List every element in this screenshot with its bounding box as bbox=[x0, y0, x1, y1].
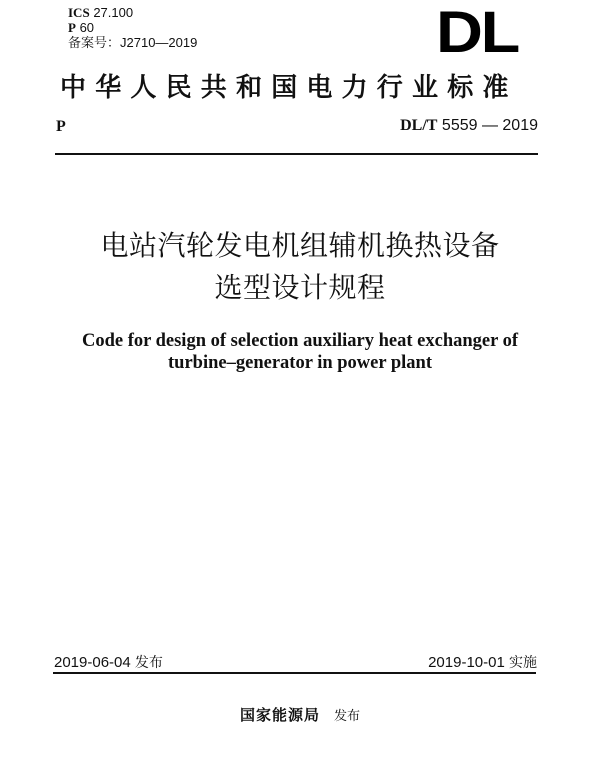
classification-code: P bbox=[56, 118, 66, 135]
ics-code bbox=[68, 6, 133, 20]
publisher-action: 发布 bbox=[334, 709, 361, 724]
filing-value: J2710—2019 bbox=[120, 35, 198, 50]
top-divider bbox=[55, 153, 538, 155]
standard-organization: 中华人民共和国电力行业标准 bbox=[60, 73, 518, 103]
ccs-code bbox=[68, 21, 94, 35]
filing-number bbox=[68, 36, 197, 50]
standard-number bbox=[400, 117, 538, 135]
dl-logo: DL bbox=[436, 0, 519, 65]
filing-label: 备案号： bbox=[68, 35, 121, 50]
title-chinese-line-1: 电站汽轮发电机组辅机换热设备 bbox=[100, 229, 500, 262]
ccs-label: P bbox=[68, 20, 76, 35]
title-english-line-1: Code for design of selection auxiliary heat exchanger of bbox=[81, 331, 519, 351]
implementation-date-label: 实施 bbox=[509, 655, 537, 671]
bottom-divider bbox=[53, 672, 536, 674]
issue-date-label: 发布 bbox=[134, 655, 163, 671]
ccs-value: 60 bbox=[79, 20, 95, 35]
title-english-line-2: turbine–generator in power plant bbox=[168, 353, 432, 373]
publisher bbox=[0, 704, 600, 725]
title-chinese-line-2: 选型设计规程 bbox=[214, 271, 386, 304]
implementation-date-value: 2019-10-01 bbox=[428, 654, 505, 671]
standard-number-value: 5559 — 2019 bbox=[441, 117, 538, 134]
issue-date-value: 2019-06-04 bbox=[54, 654, 131, 671]
ics-label: ICS bbox=[68, 5, 90, 20]
issue-date bbox=[54, 652, 163, 672]
ics-value: 27.100 bbox=[93, 5, 134, 20]
implementation-date bbox=[428, 652, 537, 672]
standard-number-prefix: DL/T bbox=[400, 117, 438, 134]
publisher-organization: 国家能源局 bbox=[239, 706, 320, 724]
